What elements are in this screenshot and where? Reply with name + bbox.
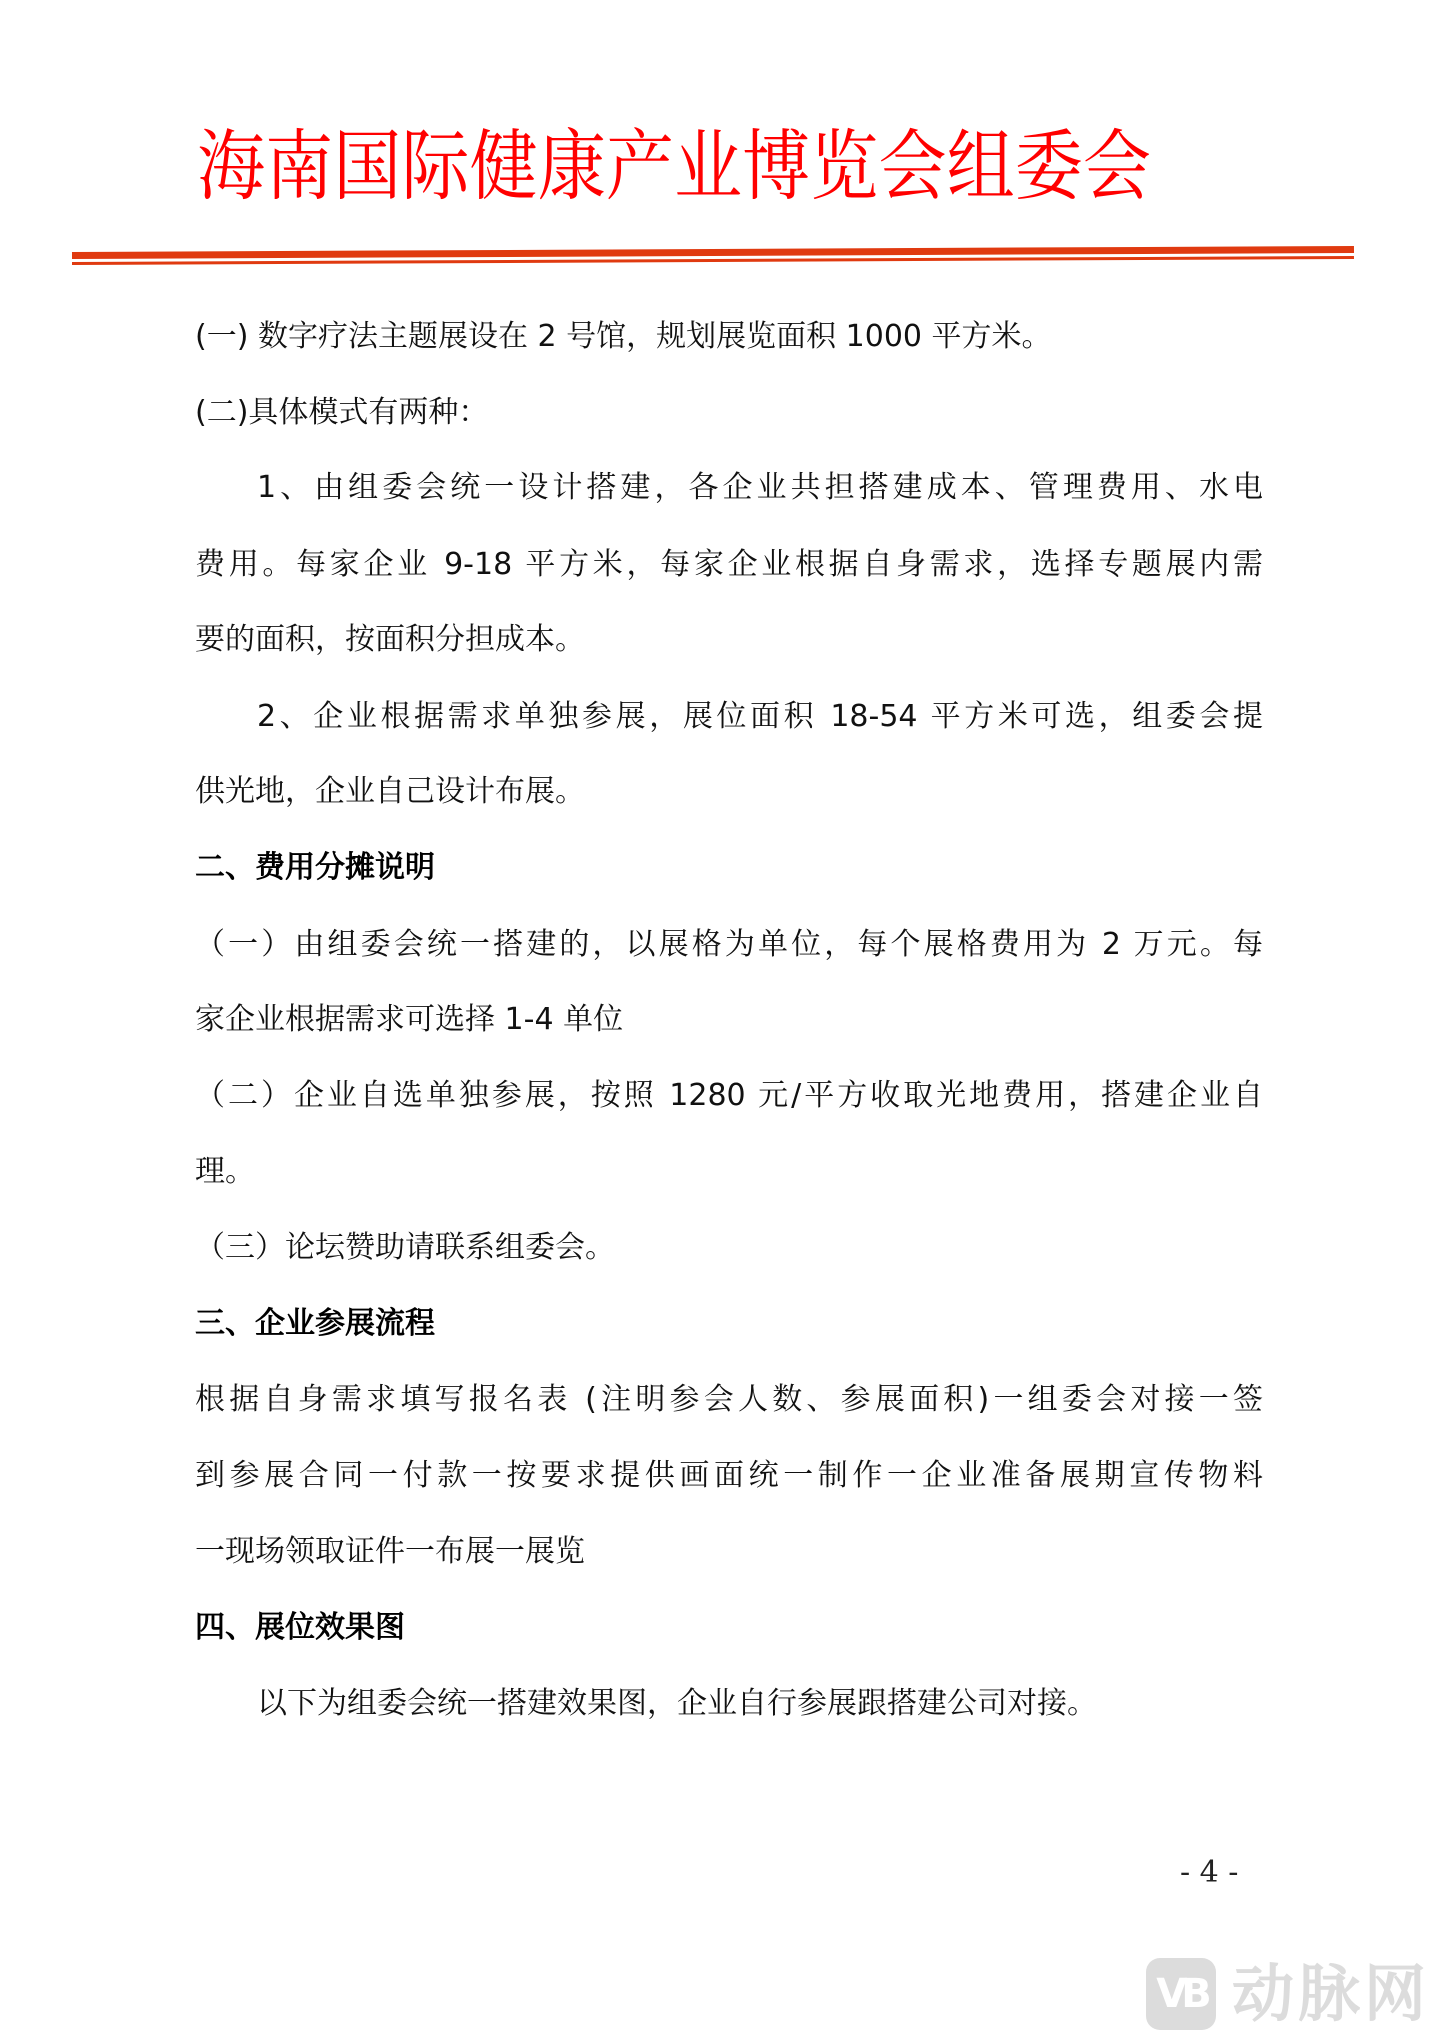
page-number: - 4 -: [1180, 1855, 1239, 1890]
watermark-text: 动脉网: [1232, 1957, 1431, 2030]
paragraph-line: 2、企业根据需求单独参展，展位面积 18-54 平方米可选，组委会提: [257, 699, 1263, 734]
paragraph-line: （二）企业自选单独参展，按照 1280 元/平方收取光地费用，搭建企业自: [195, 1078, 1263, 1113]
paragraph-line: 以下为组委会统一搭建效果图，企业自行参展跟搭建公司对接。: [257, 1686, 1097, 1721]
paragraph-line: （一）由组委会统一搭建的，以展格为单位，每个展格费用为 2 万元。每: [195, 927, 1263, 962]
paragraph-line: 要的面积，按面积分担成本。: [195, 622, 585, 657]
section-heading-booth-renderings: 四、展位效果图: [195, 1610, 405, 1645]
section-heading-fees: 二、费用分摊说明: [195, 850, 435, 885]
letterhead-title: 海南国际健康产业博览会组委会: [197, 123, 1152, 212]
paragraph-line: 一现场领取证件一布展一展览: [195, 1534, 585, 1569]
paragraph-line: 供光地，企业自己设计布展。: [195, 774, 585, 809]
paragraph-line: 到参展合同一付款一按要求提供画面统一制作一企业准备展期宣传物料: [195, 1458, 1263, 1493]
paragraph-line: （三）论坛赞助请联系组委会。: [195, 1230, 615, 1265]
paragraph-line: 家企业根据需求可选择 1-4 单位: [195, 1002, 624, 1037]
watermark-logo-icon: VB: [1146, 1958, 1216, 2030]
section-heading-process: 三、企业参展流程: [195, 1306, 435, 1341]
paragraph-line: 根据自身需求填写报名表 (注明参会人数、参展面积)一组委会对接一签: [195, 1382, 1263, 1417]
paragraph-line: (二)具体模式有两种：: [195, 395, 489, 430]
paragraph-line: 1、由组委会统一设计搭建，各企业共担搭建成本、管理费用、水电: [257, 470, 1263, 505]
paragraph-line: 费用。每家企业 9-18 平方米，每家企业根据自身需求，选择专题展内需: [195, 547, 1263, 582]
paragraph-line: (一) 数字疗法主题展设在 2 号馆，规划展览面积 1000 平方米。: [195, 319, 1052, 354]
paragraph-line: 理。: [195, 1154, 255, 1189]
